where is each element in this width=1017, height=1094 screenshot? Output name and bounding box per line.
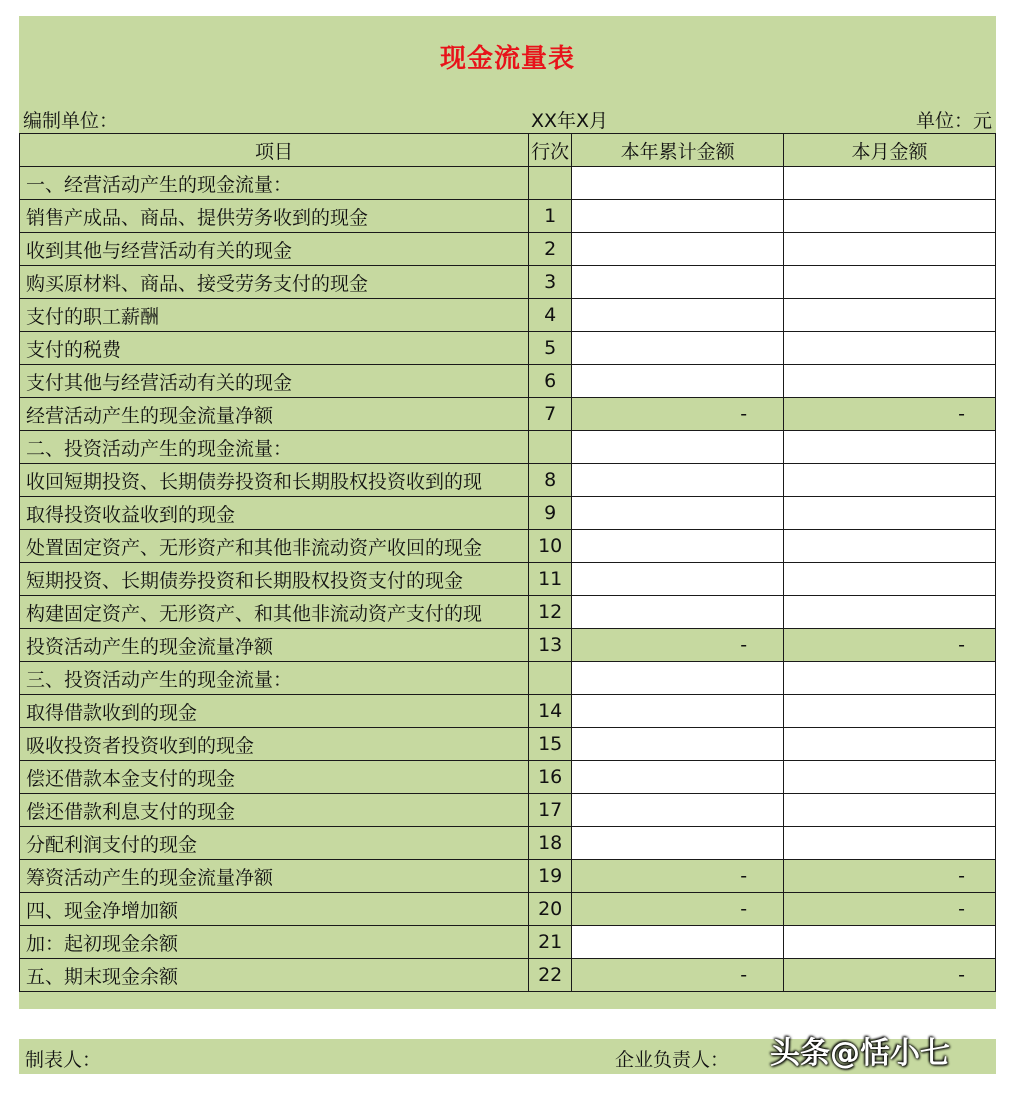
row-number: 17 <box>529 794 572 827</box>
row-number: 22 <box>529 959 572 992</box>
manager-label: 企业负责人： <box>615 1049 730 1071</box>
table-row <box>20 299 996 332</box>
table-row <box>20 926 996 959</box>
table-row <box>20 266 996 299</box>
row-item-label: 短期投资、长期债券投资和长期股权投资支付的现金 <box>20 563 529 596</box>
month-amount-input[interactable] <box>784 233 996 266</box>
year-amount-input[interactable] <box>572 827 784 860</box>
row-number: 21 <box>529 926 572 959</box>
row-number: 5 <box>529 332 572 365</box>
year-amount-input[interactable] <box>572 794 784 827</box>
year-amount-input[interactable] <box>572 332 784 365</box>
table-body <box>20 167 996 992</box>
year-amount-input[interactable] <box>572 200 784 233</box>
table-row <box>20 761 996 794</box>
header-item: 项目 <box>20 134 529 167</box>
row-number: 19 <box>529 860 572 893</box>
month-amount-input[interactable] <box>784 332 996 365</box>
header-year-total: 本年累计金额 <box>572 134 784 167</box>
row-number: 11 <box>529 563 572 596</box>
cash-flow-sheet <box>19 16 996 1074</box>
row-number: 13 <box>529 629 572 662</box>
year-amount-input[interactable] <box>572 926 784 959</box>
table-row <box>20 893 996 926</box>
header-month-amount: 本月金额 <box>784 134 996 167</box>
month-total-cell: - <box>784 893 996 926</box>
row-number: 1 <box>529 200 572 233</box>
month-amount-input[interactable] <box>784 926 996 959</box>
page-title: 现金流量表 <box>439 44 575 74</box>
cash-flow-table <box>19 133 996 992</box>
year-amount-input[interactable] <box>572 266 784 299</box>
row-item-label: 收到其他与经营活动有关的现金 <box>20 233 529 266</box>
row-item-label: 取得借款收到的现金 <box>20 695 529 728</box>
year-amount-input[interactable] <box>572 695 784 728</box>
year-amount-input[interactable] <box>572 233 784 266</box>
table-row <box>20 167 996 200</box>
row-item-label: 三、投资活动产生的现金流量： <box>20 662 529 695</box>
table-header-row <box>20 134 996 167</box>
row-number <box>529 431 572 464</box>
row-item-label: 购买原材料、商品、接受劳务支付的现金 <box>20 266 529 299</box>
year-amount-input[interactable] <box>572 662 784 695</box>
year-total-cell: - <box>572 398 784 431</box>
year-amount-input[interactable] <box>572 497 784 530</box>
table-row <box>20 530 996 563</box>
row-item-label: 五、期末现金余额 <box>20 959 529 992</box>
row-item-label: 偿还借款利息支付的现金 <box>20 794 529 827</box>
row-item-label: 一、经营活动产生的现金流量： <box>20 167 529 200</box>
year-amount-input[interactable] <box>572 530 784 563</box>
row-number: 6 <box>529 365 572 398</box>
month-amount-input[interactable] <box>784 200 996 233</box>
month-amount-input[interactable] <box>784 827 996 860</box>
month-amount-input[interactable] <box>784 695 996 728</box>
month-total-cell: - <box>784 629 996 662</box>
watermark: 头条@恬小七 <box>770 1036 950 1071</box>
row-item-label: 分配利润支付的现金 <box>20 827 529 860</box>
month-amount-input[interactable] <box>784 431 996 464</box>
table-row <box>20 959 996 992</box>
month-amount-input[interactable] <box>784 365 996 398</box>
table-row <box>20 233 996 266</box>
row-number: 20 <box>529 893 572 926</box>
row-item-label: 支付其他与经营活动有关的现金 <box>20 365 529 398</box>
row-item-label: 处置固定资产、无形资产和其他非流动资产收回的现金 <box>20 530 529 563</box>
table-row <box>20 332 996 365</box>
year-total-cell: - <box>572 893 784 926</box>
row-item-label: 投资活动产生的现金流量净额 <box>20 629 529 662</box>
row-item-label: 经营活动产生的现金流量净额 <box>20 398 529 431</box>
table-row <box>20 827 996 860</box>
row-number: 3 <box>529 266 572 299</box>
row-item-label: 取得投资收益收到的现金 <box>20 497 529 530</box>
table-row <box>20 398 996 431</box>
table-row <box>20 860 996 893</box>
month-amount-input[interactable] <box>784 497 996 530</box>
row-item-label: 四、现金净增加额 <box>20 893 529 926</box>
row-item-label: 支付的税费 <box>20 332 529 365</box>
header-row-number: 行次 <box>529 134 572 167</box>
table-row <box>20 596 996 629</box>
row-number: 14 <box>529 695 572 728</box>
month-amount-input[interactable] <box>784 662 996 695</box>
row-number: 18 <box>529 827 572 860</box>
row-number: 4 <box>529 299 572 332</box>
row-item-label: 构建固定资产、无形资产、和其他非流动资产支付的现 <box>20 596 529 629</box>
table-row <box>20 662 996 695</box>
row-item-label: 支付的职工薪酬 <box>20 299 529 332</box>
row-number <box>529 167 572 200</box>
preparing-unit-label: 编制单位： <box>23 110 119 132</box>
year-total-cell: - <box>572 860 784 893</box>
row-item-label: 偿还借款本金支付的现金 <box>20 761 529 794</box>
row-item-label: 收回短期投资、长期债券投资和长期股权投资收到的现 <box>20 464 529 497</box>
table-row <box>20 497 996 530</box>
table-row <box>20 365 996 398</box>
month-amount-input[interactable] <box>784 464 996 497</box>
row-number: 7 <box>529 398 572 431</box>
row-number: 16 <box>529 761 572 794</box>
year-total-cell: - <box>572 959 784 992</box>
year-amount-input[interactable] <box>572 299 784 332</box>
year-amount-input[interactable] <box>572 464 784 497</box>
preparer-label: 制表人： <box>25 1049 102 1071</box>
row-item-label: 二、投资活动产生的现金流量： <box>20 431 529 464</box>
row-number: 12 <box>529 596 572 629</box>
year-total-cell: - <box>572 629 784 662</box>
row-number: 15 <box>529 728 572 761</box>
table-row <box>20 464 996 497</box>
row-number: 2 <box>529 233 572 266</box>
row-number <box>529 662 572 695</box>
month-amount-input[interactable] <box>784 728 996 761</box>
row-item-label: 吸收投资者投资收到的现金 <box>20 728 529 761</box>
month-amount-input[interactable] <box>784 794 996 827</box>
month-total-cell: - <box>784 860 996 893</box>
month-amount-input[interactable] <box>784 761 996 794</box>
row-item-label: 加：起初现金余额 <box>20 926 529 959</box>
month-total-cell: - <box>784 959 996 992</box>
month-amount-input[interactable] <box>784 266 996 299</box>
table-row <box>20 563 996 596</box>
period-label: XX年X月 <box>531 110 609 132</box>
year-amount-input[interactable] <box>572 761 784 794</box>
table-row <box>20 200 996 233</box>
row-number: 9 <box>529 497 572 530</box>
row-item-label: 销售产成品、商品、提供劳务收到的现金 <box>20 200 529 233</box>
year-amount-input[interactable] <box>572 365 784 398</box>
year-amount-input[interactable] <box>572 563 784 596</box>
table-row <box>20 794 996 827</box>
currency-unit-label: 单位：元 <box>915 110 992 132</box>
month-total-cell: - <box>784 398 996 431</box>
month-amount-input[interactable] <box>784 530 996 563</box>
row-number: 10 <box>529 530 572 563</box>
month-amount-input[interactable] <box>784 167 996 200</box>
year-amount-input[interactable] <box>572 728 784 761</box>
year-amount-input[interactable] <box>572 596 784 629</box>
table-row <box>20 728 996 761</box>
year-amount-input[interactable] <box>572 431 784 464</box>
table-row <box>20 431 996 464</box>
table-row <box>20 695 996 728</box>
month-amount-input[interactable] <box>784 596 996 629</box>
month-amount-input[interactable] <box>784 299 996 332</box>
row-item-label: 筹资活动产生的现金流量净额 <box>20 860 529 893</box>
year-amount-input[interactable] <box>572 167 784 200</box>
table-row <box>20 629 996 662</box>
month-amount-input[interactable] <box>784 563 996 596</box>
row-number: 8 <box>529 464 572 497</box>
